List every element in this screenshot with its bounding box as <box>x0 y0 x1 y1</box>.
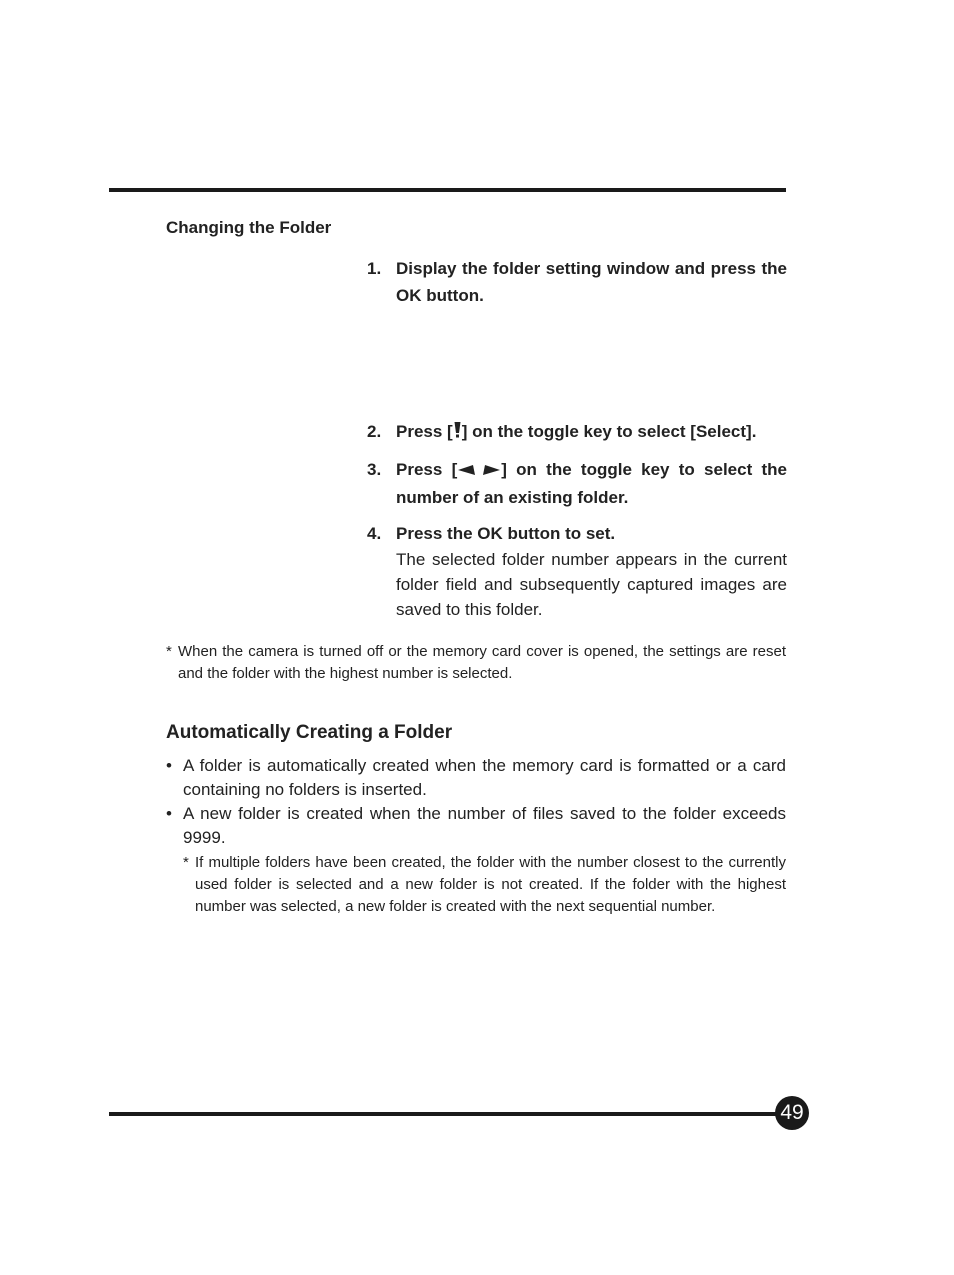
footnote <box>166 641 786 685</box>
auto-section-bullets <box>166 754 786 918</box>
step-number: 1. <box>367 259 382 278</box>
bullet-icon: • <box>166 804 172 823</box>
step-2 <box>367 418 787 446</box>
page-number-badge: 49 <box>775 1096 809 1130</box>
step-description: The selected folder number appears in the current folder field and subsequently captured images are saved to this folder. <box>396 550 787 619</box>
section-title: Changing the Folder <box>166 218 332 237</box>
toggle-left-right-icon <box>457 457 501 484</box>
step-3 <box>367 456 787 511</box>
toggle-up-down-icon <box>453 419 462 446</box>
sub-footnote-text: If multiple folders have been created, the folder with the number closest to the currently used folder is selected and a new folder is not created. If the folder with the highest number was selected, a new folder is created with the next sequential number. <box>195 854 786 915</box>
step-text-pre: Press [ <box>396 460 458 479</box>
step-1 <box>367 255 787 309</box>
auto-section-title: Automatically Creating a Folder <box>166 722 453 743</box>
list-item: • A folder is automatically created when the memory card is formatted or a card containing no folders is inserted. <box>166 754 786 802</box>
step-4 <box>367 520 787 622</box>
step-number: 3. <box>367 460 382 479</box>
sub-footnote-asterisk: * <box>183 854 189 871</box>
step-text: Display the folder setting window and press the OK button. <box>396 259 787 305</box>
step-text-post: ] on the toggle key to select [Select]. <box>461 422 757 441</box>
step-number: 2. <box>367 422 382 441</box>
step-text-pre: Press [ <box>396 422 453 441</box>
bottom-rule <box>109 1112 781 1116</box>
step-number: 4. <box>367 524 382 543</box>
step-text-post: ] on the toggle key to select the number of an existing folder. <box>396 460 787 508</box>
list-item: • A new folder is created when the number of files saved to the folder exceeds 9999. <box>166 802 786 850</box>
sub-footnote <box>183 852 786 918</box>
footnote-asterisk: * <box>166 643 172 660</box>
step-text: Press the OK button to set. <box>396 524 616 543</box>
footnote-text: When the camera is turned off or the memory card cover is opened, the settings are reset and the folder with the highest number is selected. <box>178 643 786 682</box>
top-rule <box>109 188 786 192</box>
bullet-icon: • <box>166 756 172 775</box>
